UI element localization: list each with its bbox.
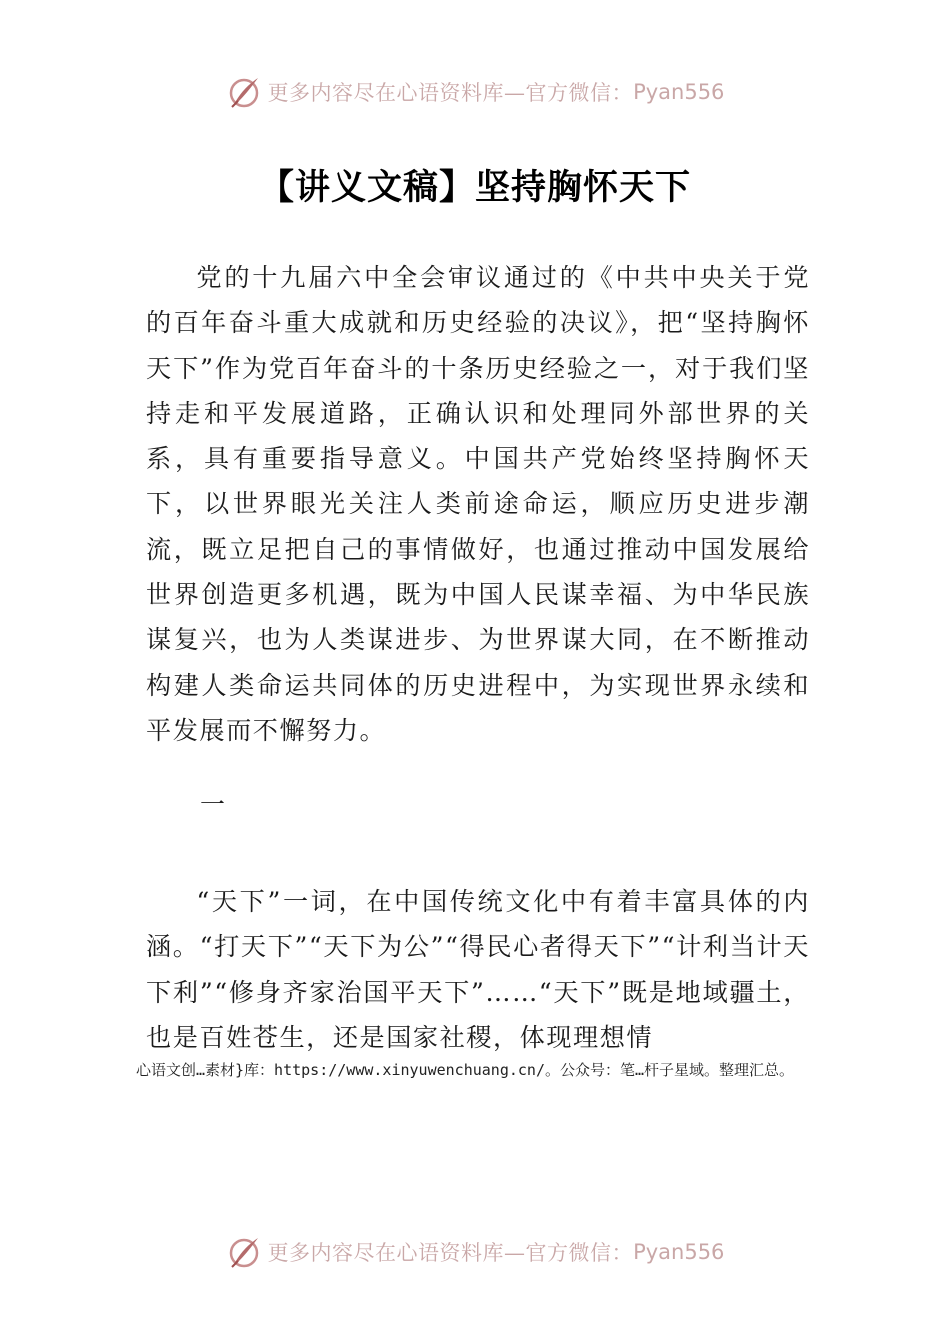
paragraph-tianxia: “天下”一词，在中国传统文化中有着丰富具体的内涵。“打天下”“天下为公”“得民心者得天下”“计利当计天下利”“修身齐家治国平天下”……“天下”既是地域疆土，也是百姓苍生，还是国家社稷，体现理想情: [146, 887, 810, 1052]
page-title: 【讲义文稿】坚持胸怀天下: [258, 168, 691, 208]
paragraph-intro: 党的十九届六中全会审议通过的《中共中央关于党的百年奋斗重大成就和历史经验的决议》，把“坚持胸怀天下”作为党百年奋斗的十条历史经验之一，对于我们坚持走和平发展道路，正确认识和处理同外部世界的关系，具有重要指导意义。中国共产党始终坚持胸怀天下，以世界眼光关注人类前途命运，顺应历史进步潮流，既立足把自己的事情做好，也通过推动中国发展给世界创造更多机遇，既为中国人民谋幸福、为中华民族谋复兴，也为人类谋进步、为世界谋大同，在不断推动构建人类命运共同体的历史进程中，为实现世界永续和平发展而不懈努力。: [146, 263, 810, 745]
quill-logo-icon: [226, 1234, 262, 1270]
header-banner: [0, 72, 950, 112]
source-note: 心语文创…素材}库：https://www.xinyuwenchuang.cn/。公众号：笔…杆子星域。整理汇总。: [136, 1061, 795, 1079]
wechat-id: Pyan556: [633, 1240, 725, 1264]
banner-text: 更多内容尽在心语资料库—官方微信：: [267, 81, 634, 105]
wechat-id: Pyan556: [633, 80, 725, 104]
quill-logo-icon: [226, 74, 262, 110]
section-number: 一: [200, 790, 226, 819]
banner-text: 更多内容尽在心语资料库—官方微信：: [267, 1241, 634, 1265]
footer-banner: [0, 1232, 950, 1272]
